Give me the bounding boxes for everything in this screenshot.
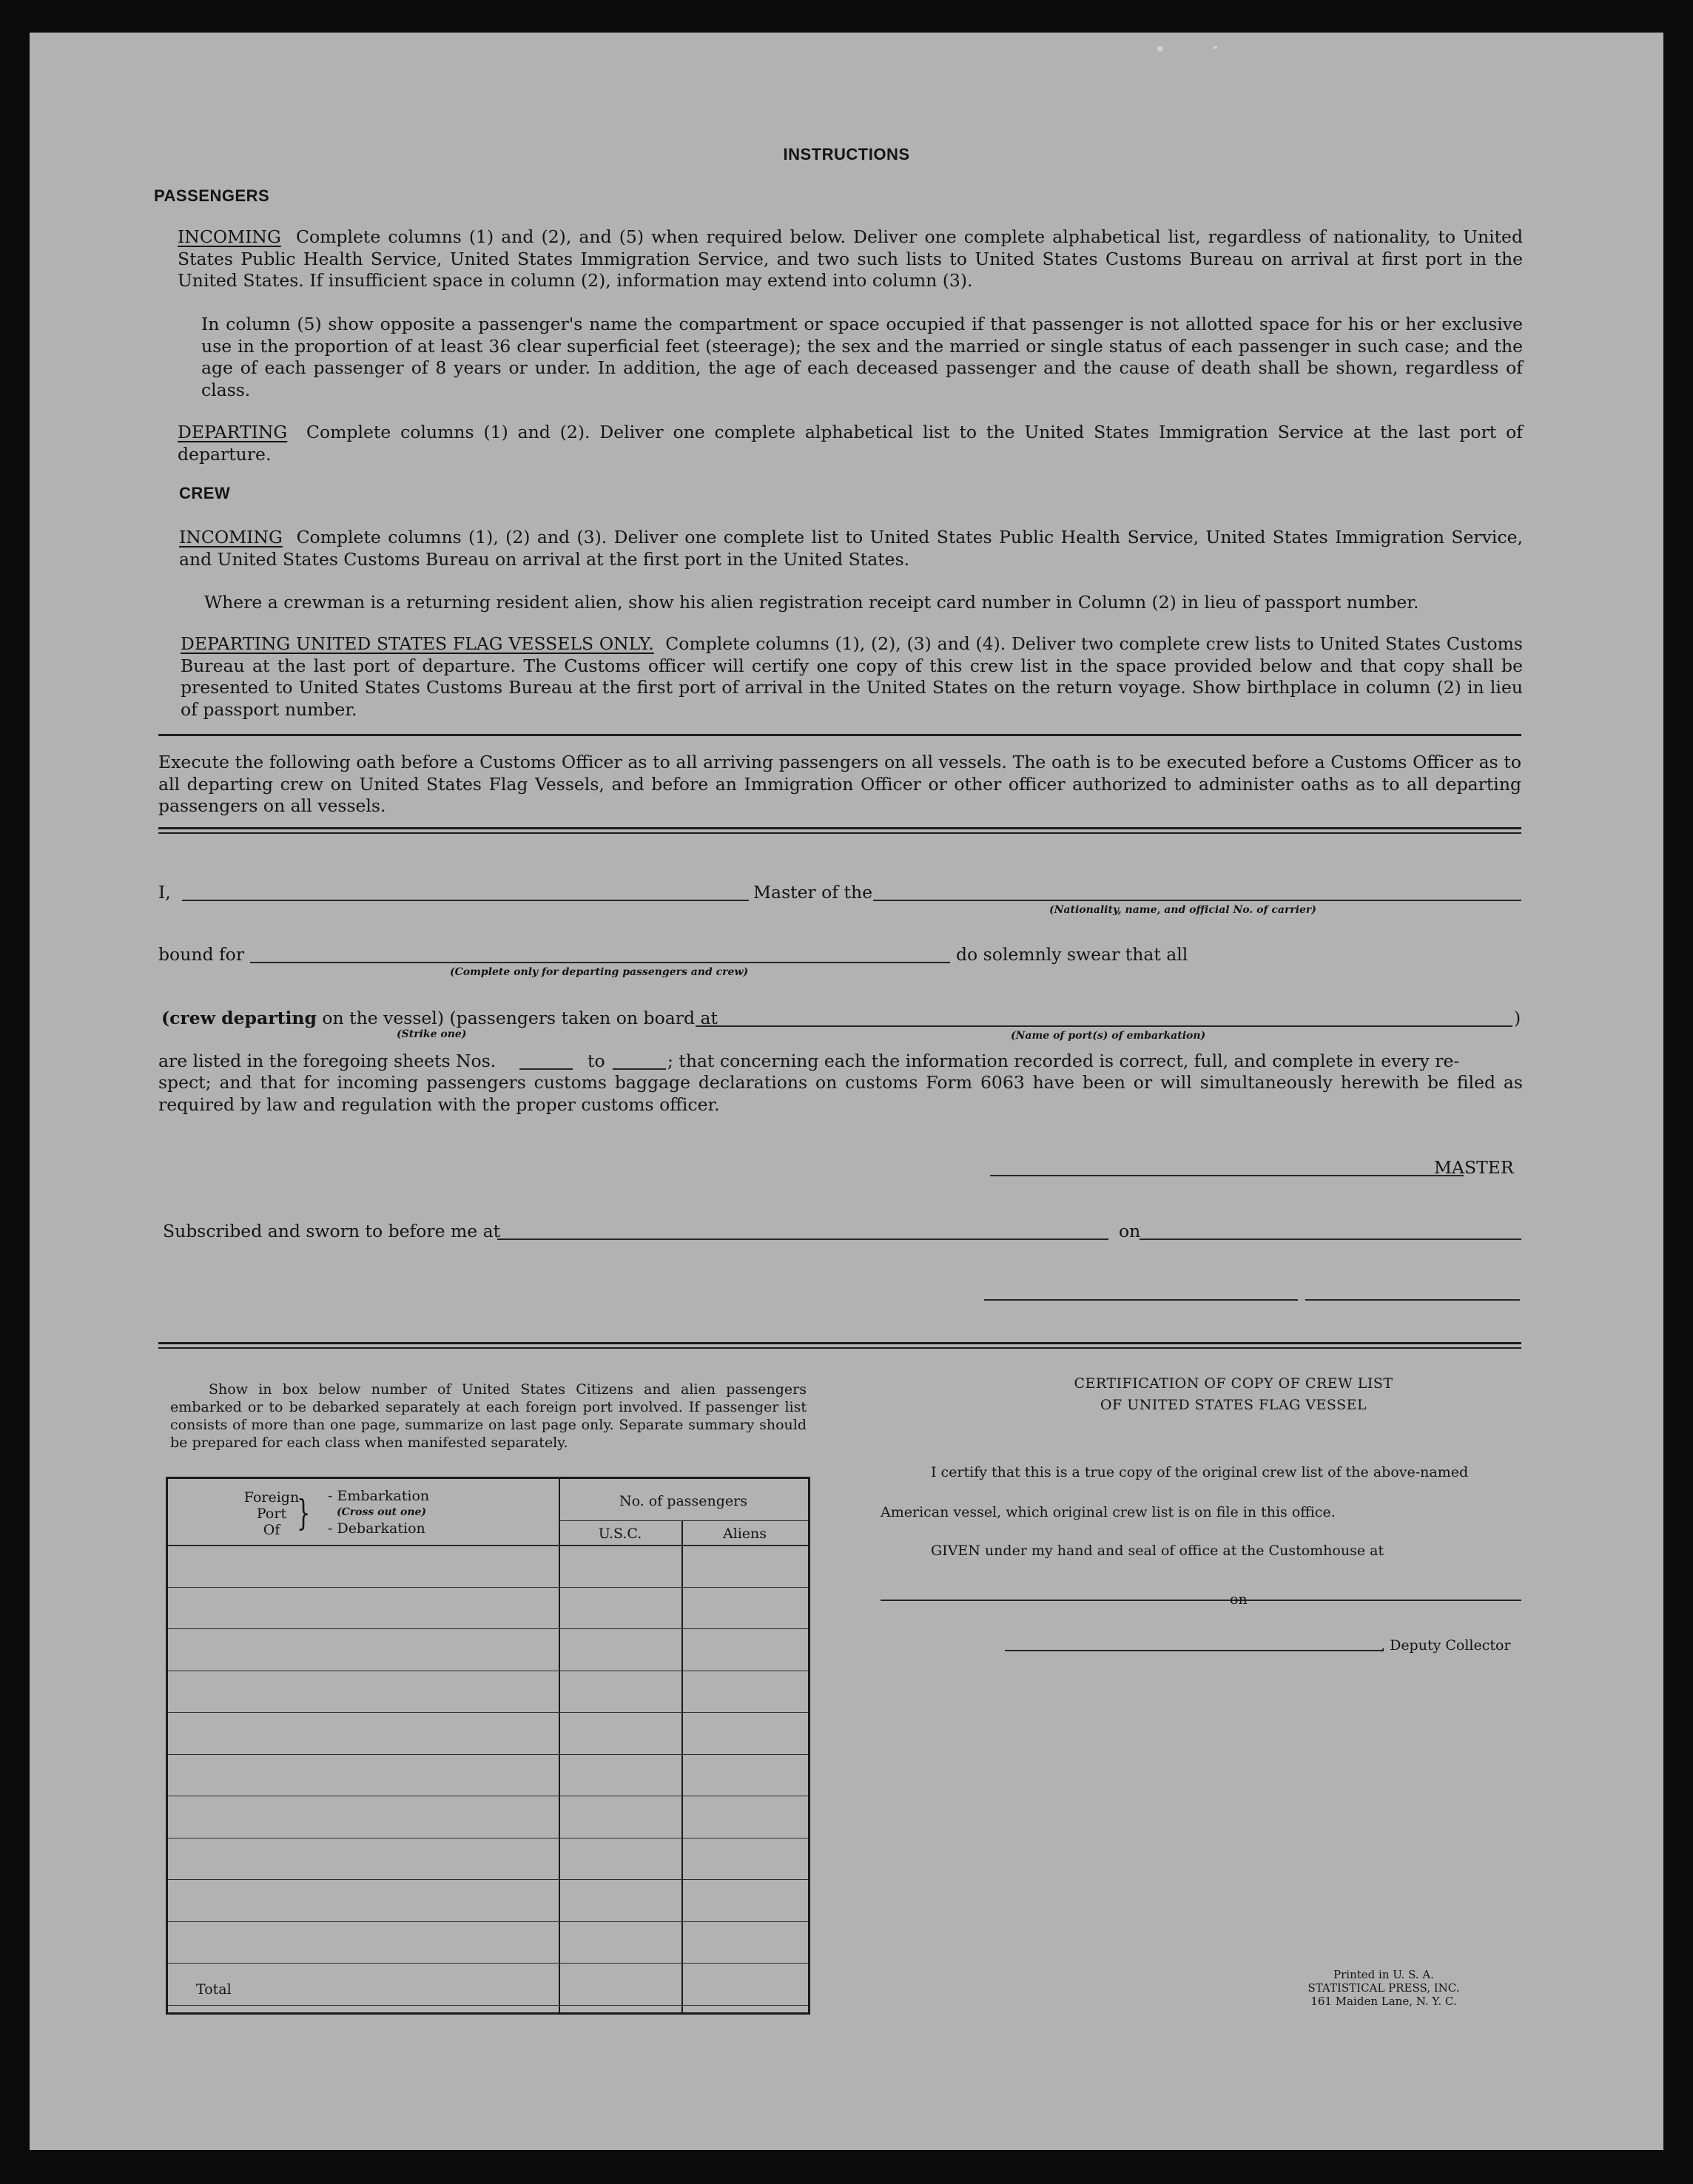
summary-instruction: Show in box below number of United States Citizens and alien passengers embarked or to be debarked separately at each foreign port involved. If passenger list consists of more than one page, summarize on last page only. Separate summary should be prepared for each class when manifested separately.	[170, 1381, 807, 1451]
crew-departing-paragraph	[181, 633, 1523, 721]
master-label: MASTER	[1434, 1157, 1514, 1178]
table-row-line	[168, 1628, 808, 1629]
nationality-note: (Nationality, name, and official No. of carrier)	[1049, 904, 1316, 916]
on-the-vessel: on the vessel)	[322, 1008, 444, 1028]
printer-line2: STATISTICAL PRESS, INC.	[1307, 1981, 1460, 1995]
bound-for-label: bound for	[158, 944, 245, 965]
subscribed-on: on	[1119, 1221, 1141, 1241]
cert-date-field[interactable]	[1251, 1600, 1521, 1601]
sheets-to: to	[588, 1051, 605, 1071]
scan-speck	[1157, 46, 1163, 52]
table-header-bottom	[168, 1545, 808, 1546]
table-row-line	[168, 1587, 808, 1588]
officer-signature-field[interactable]	[984, 1299, 1298, 1301]
printer-line3: 161 Maiden Lane, N. Y. C.	[1310, 1995, 1457, 2008]
sheets-line	[158, 1051, 496, 1073]
crew-departing-option[interactable]: (crew departing	[161, 1008, 317, 1028]
printer-line1: Printed in U. S. A.	[1333, 1968, 1434, 1981]
customhouse-field[interactable]	[881, 1600, 1256, 1601]
printer-imprint	[1273, 1968, 1495, 2008]
aliens-header: Aliens	[722, 1526, 767, 1542]
master-signature-field[interactable]	[990, 1175, 1464, 1176]
divider-oath-second	[158, 832, 1521, 834]
strike-one-note: (Strike one)	[397, 1028, 467, 1040]
passengers-incoming-text: Complete columns (1) and (2), and (5) when required below. Deliver one complete alphabetical list, regardless of nationality, to United States Public Health Service, United States Immigration Service, and two such lists to United States Customs Bureau on arrival at first port in the United States. If insufficient space in column (2), information may extend into column (3).	[178, 226, 1523, 291]
deputy-signature-field[interactable]	[1005, 1650, 1384, 1651]
cross-out-note: (Cross out one)	[337, 1506, 427, 1518]
divider-bottom-second	[158, 1347, 1521, 1349]
passengers-heading: PASSENGERS	[154, 186, 270, 205]
passengers-departing-label: DEPARTING	[178, 422, 288, 442]
certification-title	[984, 1373, 1483, 1416]
passengers-incoming-label: INCOMING	[178, 226, 281, 247]
oath-master-of-the: Master of the	[753, 882, 872, 903]
officer-title-field[interactable]	[1305, 1299, 1520, 1301]
table-row-line	[168, 1712, 808, 1713]
crew-resident-paragraph: Where a crewman is a returning resident alien, show his alien registration receipt card number in Column (2) in lieu of passport number.	[204, 592, 1419, 613]
table-row-line	[168, 2005, 808, 2006]
table-header-divider	[559, 1520, 808, 1521]
ports-note: (Name of port(s) of embarkation)	[1011, 1030, 1206, 1042]
debarkation-option[interactable]: - Debarkation	[328, 1520, 425, 1537]
table-col-divider-1	[559, 1479, 560, 2012]
departing-note: (Complete only for departing passengers and crew)	[450, 966, 749, 978]
no-passengers-header: No. of passengers	[619, 1493, 748, 1509]
table-row-line	[168, 1754, 808, 1755]
oath-instruction: Execute the following oath before a Customs Officer as to all arriving passengers on all vessels. The oath is to be executed before a Customs Officer as to all departing crew on United States Flag Vessels, and before an Immigration Officer or other officer authorized to administer oaths as to all departing passengers on all vessels.	[158, 752, 1521, 816]
form-sheet	[30, 33, 1663, 2150]
crew-departing-text: Complete columns (1), (2), (3) and (4). Deliver two complete crew lists to United States Customs Bureau at the last port of departure. The Customs officer will certify one copy of this crew list in the space provided below and that copy shall be presented to United States Customs Bureau at the first port of arrival in the United States on the return voyage. Show birthplace in column (2) in lieu of passport number.	[181, 633, 1523, 720]
brace-icon: }	[297, 1492, 311, 1534]
certification-title-line2: OF UNITED STATES FLAG VESSEL	[1100, 1397, 1367, 1413]
subscribed-place-field[interactable]	[497, 1238, 1108, 1240]
crew-incoming-paragraph	[179, 527, 1523, 570]
crew-departing-label: DEPARTING UNITED STATES FLAG VESSELS ONLY.	[181, 633, 654, 654]
listed-rest: spect; and that for incoming passengers customs baggage declarations on customs Form 6063 have been or will simultaneously herewith be filed as required by law and regulation with the proper customs officer.	[158, 1072, 1523, 1115]
sheet-from-field[interactable]	[519, 1068, 573, 1070]
certify-line2: American vessel, which original crew list is on file in this office.	[881, 1504, 1336, 1520]
master-name-field[interactable]	[182, 900, 749, 901]
close-paren: )	[1514, 1008, 1521, 1028]
foreign-port-of: Foreign Port Of	[243, 1489, 300, 1538]
divider-bottom	[158, 1342, 1521, 1344]
scan-speck	[1214, 46, 1217, 49]
listed-suffix: ; that concerning each the information recorded is correct, full, and complete in every re-	[667, 1051, 1460, 1071]
passengers-incoming-paragraph	[178, 226, 1523, 292]
carrier-field[interactable]	[873, 900, 1521, 901]
subscribed-label: Subscribed and sworn to before me at	[163, 1221, 501, 1241]
ports-field[interactable]	[696, 1025, 1512, 1027]
table-row-line	[168, 1921, 808, 1922]
oath-i-label: I,	[158, 882, 171, 903]
subscribed-date-field[interactable]	[1140, 1238, 1521, 1240]
table-row-line	[168, 1879, 808, 1880]
total-label: Total	[196, 1981, 232, 1998]
divider-top	[158, 734, 1521, 736]
deputy-collector-label: , Deputy Collector	[1381, 1637, 1511, 1654]
passengers-departing-paragraph	[178, 422, 1523, 465]
given-line: GIVEN under my hand and seal of office at the Customhouse at	[931, 1543, 1384, 1559]
sheet-to-field[interactable]	[613, 1068, 666, 1070]
passengers-option[interactable]: (passengers taken on board at	[449, 1008, 718, 1028]
table-col-divider-2	[681, 1520, 683, 2012]
oath-swear: do solemnly swear that all	[956, 944, 1188, 965]
passengers-departing-text: Complete columns (1) and (2). Deliver one complete alphabetical list to the United States Immigration Service at the last port of departure.	[178, 422, 1523, 465]
usc-header: U.S.C.	[598, 1526, 642, 1542]
crew-passengers-line	[161, 1008, 718, 1030]
passenger-summary-table	[166, 1477, 810, 2015]
listed-prefix: are listed in the foregoing sheets Nos.	[158, 1051, 497, 1071]
embark-debark	[328, 1488, 429, 1537]
embarkation-option[interactable]: - Embarkation	[328, 1488, 430, 1504]
crew-incoming-text: Complete columns (1), (2) and (3). Deliver one complete list to United States Public Health Service, United States Immigration Service, and United States Customs Bureau on arrival at the first port in the United States.	[179, 527, 1523, 570]
certify-line1: I certify that this is a true copy of the original crew list of the above-named	[931, 1464, 1469, 1480]
instructions-title: INSTRUCTIONS	[783, 145, 910, 164]
divider-oath	[158, 827, 1521, 829]
bound-for-field[interactable]	[250, 962, 950, 963]
certification-title-line1: CERTIFICATION OF COPY OF CREW LIST	[1074, 1375, 1393, 1392]
crew-heading: CREW	[179, 484, 231, 502]
passengers-column5-paragraph: In column (5) show opposite a passenger's name the compartment or space occupied if that passenger is not allotted space for his or her exclusive use in the proportion of at least 36 clear superficial feet (steerage); the sex and the married or single status of each passenger in such case; and the age of each passenger of 8 years or under. In addition, the age of each deceased passenger and the cause of death shall be shown, regardless of class.	[201, 314, 1523, 400]
cert-on: on	[1230, 1591, 1248, 1608]
crew-incoming-label: INCOMING	[179, 527, 283, 547]
table-row-line	[168, 1963, 808, 1964]
